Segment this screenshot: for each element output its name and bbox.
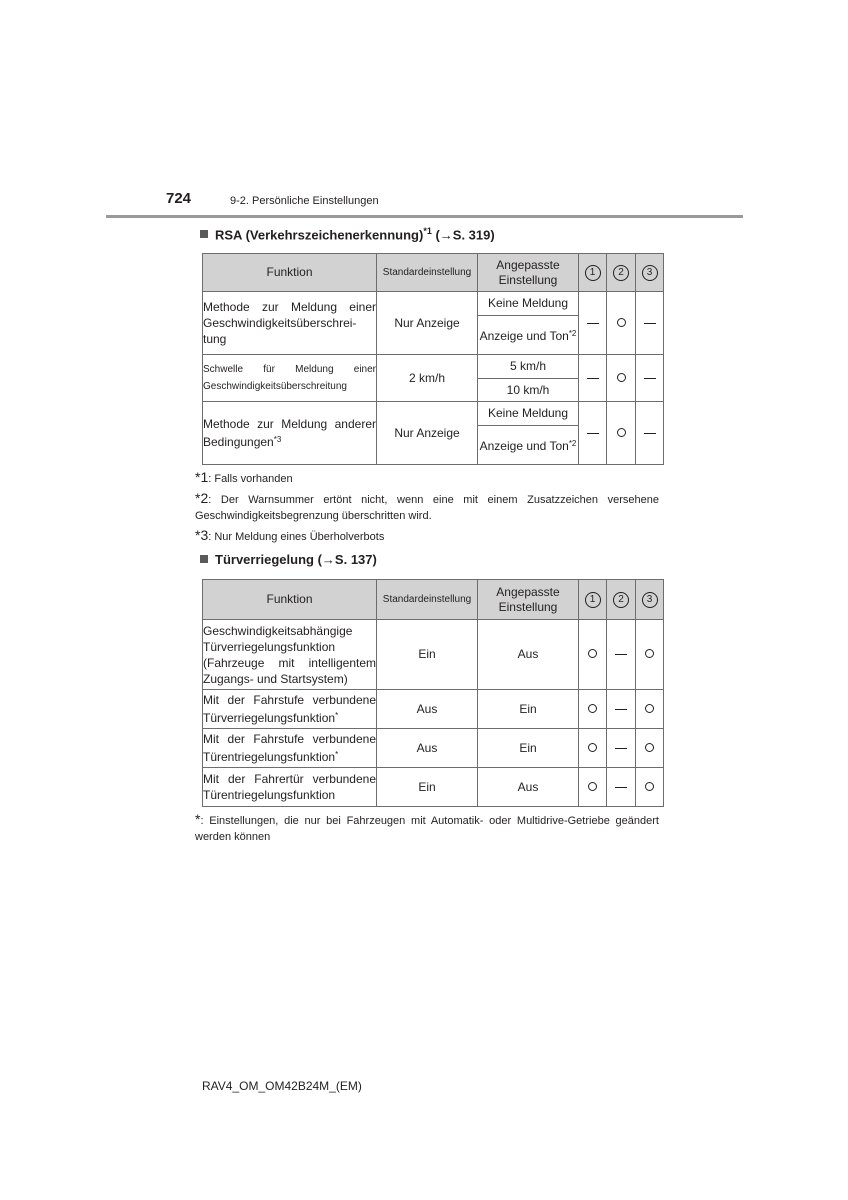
table-row	[203, 768, 664, 807]
header-col3	[636, 254, 664, 292]
custom-text: Anzeige und Ton	[479, 439, 569, 453]
chapter-title: 9-2. Persönliche Einstellungen	[230, 195, 379, 207]
circle-icon	[645, 743, 654, 752]
table-row	[203, 690, 664, 729]
header-custom: Angepasste Einstellung	[478, 254, 579, 292]
default-cell: Nur Anzeige	[377, 402, 478, 465]
footnote-mark: *2	[195, 490, 209, 506]
footer-code: RAV4_OM_OM42B24M_(EM)	[202, 1079, 362, 1093]
circle-icon	[617, 373, 626, 382]
footnote-3	[195, 527, 659, 545]
default-cell: Ein	[377, 620, 478, 690]
col1-cell	[579, 402, 607, 465]
footnote-mark: *3	[195, 527, 209, 543]
custom-cell: Aus	[478, 620, 579, 690]
footnote-text: : Einstellungen, die nur bei Fahrzeugen mit Automatik- oder Multidrive-Getriebe geändert werden können	[195, 815, 659, 843]
footnote-mark: *2	[568, 329, 577, 338]
default-cell: Ein	[377, 768, 478, 807]
dash-icon	[587, 433, 599, 434]
table-row	[203, 355, 664, 379]
dash-icon	[644, 433, 656, 434]
table-header-row	[203, 580, 664, 620]
dash-icon	[587, 323, 599, 324]
header-default: Standardeinstellung	[377, 580, 478, 620]
header-function: Funktion	[203, 254, 377, 292]
col2-cell	[607, 292, 636, 355]
circle-icon	[645, 704, 654, 713]
custom-cell: Aus	[478, 768, 579, 807]
dash-icon	[644, 323, 656, 324]
rsa-settings-table	[202, 253, 664, 465]
header-col2	[607, 580, 636, 620]
circled-1-icon: 1	[585, 592, 601, 608]
custom-cell: 5 km/h	[478, 355, 579, 379]
square-bullet-icon	[200, 230, 208, 238]
col2-cell	[607, 355, 636, 402]
square-bullet-icon	[200, 555, 208, 563]
custom-cell: Keine Meldung	[478, 402, 579, 426]
col3-cell	[636, 620, 664, 690]
section-title-text: RSA (Verkehrszeichenerkennung)	[215, 227, 424, 243]
table-row	[203, 729, 664, 768]
header-col1	[579, 254, 607, 292]
dash-icon	[587, 378, 599, 379]
footnote-2	[195, 490, 659, 524]
custom-cell: Ein	[478, 690, 579, 729]
header-col3	[636, 580, 664, 620]
footnote-text: : Der Warnsummer ertönt nicht, wenn eine mit einem Zusatzzeichen versehene Geschwindigkeitsbegrenzung überschritten wird.	[195, 494, 659, 522]
page-reference: (→S. 137)	[317, 552, 377, 567]
footnote-mark: *1	[195, 469, 209, 485]
custom-text: Anzeige und Ton	[479, 329, 569, 343]
function-cell: Methode zur Meldung einer Geschwindigkeitsüberschrei-tung	[203, 292, 377, 355]
circled-3-icon: 3	[642, 592, 658, 608]
footnote-mark: *3	[273, 435, 282, 444]
dash-icon	[615, 654, 627, 655]
header-col1	[579, 580, 607, 620]
col1-cell	[579, 690, 607, 729]
col1-cell	[579, 292, 607, 355]
header-default: Standardeinstellung	[377, 254, 478, 292]
section-title-text: Türverriegelung	[215, 552, 314, 567]
col3-cell	[636, 768, 664, 807]
circle-icon	[645, 649, 654, 658]
custom-cell: Keine Meldung	[478, 292, 579, 316]
col2-cell	[607, 620, 636, 690]
function-cell: Mit der Fahrertür verbundene Türentriegelungsfunktion	[203, 768, 377, 807]
footnote-mark: *1	[423, 226, 432, 236]
function-cell: Schwelle für Meldung einer Geschwindigkeitsüberschreitung	[203, 355, 377, 402]
function-cell	[203, 729, 377, 768]
dash-icon	[615, 709, 627, 710]
col1-cell	[579, 768, 607, 807]
function-cell	[203, 402, 377, 465]
table-row	[203, 402, 664, 426]
function-cell: Geschwindigkeitsabhängige Türverriegelungsfunktion (Fahrzeuge mit intelligentem Zugangs- und Startsystem)	[203, 620, 377, 690]
circle-icon	[588, 704, 597, 713]
circle-icon	[588, 743, 597, 752]
col3-cell	[636, 292, 664, 355]
footnote-1	[195, 469, 659, 487]
default-cell: Aus	[377, 690, 478, 729]
table-row	[203, 292, 664, 316]
circled-1-icon: 1	[585, 265, 601, 281]
default-cell: 2 km/h	[377, 355, 478, 402]
section-title-tuerverriegelung	[200, 552, 377, 567]
col1-cell	[579, 620, 607, 690]
col3-cell	[636, 729, 664, 768]
header-custom: Angepasste Einstellung	[478, 580, 579, 620]
col3-cell	[636, 690, 664, 729]
dash-icon	[644, 378, 656, 379]
col2-cell	[607, 768, 636, 807]
circled-3-icon: 3	[642, 265, 658, 281]
col2-cell	[607, 402, 636, 465]
col3-cell	[636, 355, 664, 402]
page-number: 724	[166, 190, 192, 207]
function-text: Mit der Fahrstufe verbundene Türentriegelungsfunktion	[203, 732, 376, 764]
function-text: Methode zur Meldung anderer Bedingungen	[203, 417, 376, 449]
circle-icon	[588, 649, 597, 658]
circled-2-icon: 2	[613, 592, 629, 608]
header-rule	[106, 215, 743, 218]
circle-icon	[588, 782, 597, 791]
header-function: Funktion	[203, 580, 377, 620]
default-cell: Nur Anzeige	[377, 292, 478, 355]
custom-cell: Ein	[478, 729, 579, 768]
section-title-rsa	[200, 226, 495, 242]
page-reference: (→S. 319)	[435, 227, 495, 243]
footnote-4	[195, 811, 659, 845]
col1-cell	[579, 355, 607, 402]
custom-cell: 10 km/h	[478, 379, 579, 402]
dash-icon	[615, 787, 627, 788]
function-cell	[203, 690, 377, 729]
function-text: Mit der Fahrstufe verbundene Türverriegelungsfunktion	[203, 693, 376, 725]
circle-icon	[617, 428, 626, 437]
footnote-text: : Falls vorhanden	[208, 473, 293, 485]
table-header-row	[203, 254, 664, 292]
door-lock-settings-table	[202, 579, 664, 807]
custom-cell	[478, 316, 579, 355]
table-row	[203, 620, 664, 690]
footnote-mark: *	[335, 711, 339, 720]
dash-icon	[615, 748, 627, 749]
col2-cell	[607, 729, 636, 768]
circled-2-icon: 2	[613, 265, 629, 281]
footnote-mark: *	[335, 750, 339, 759]
header-col2	[607, 254, 636, 292]
footnote-text: : Nur Meldung eines Überholverbots	[208, 531, 385, 543]
footnote-mark: *	[195, 811, 201, 827]
custom-cell	[478, 426, 579, 465]
footnote-mark: *2	[568, 439, 577, 448]
col1-cell	[579, 729, 607, 768]
default-cell: Aus	[377, 729, 478, 768]
circle-icon	[645, 782, 654, 791]
col3-cell	[636, 402, 664, 465]
col2-cell	[607, 690, 636, 729]
circle-icon	[617, 318, 626, 327]
